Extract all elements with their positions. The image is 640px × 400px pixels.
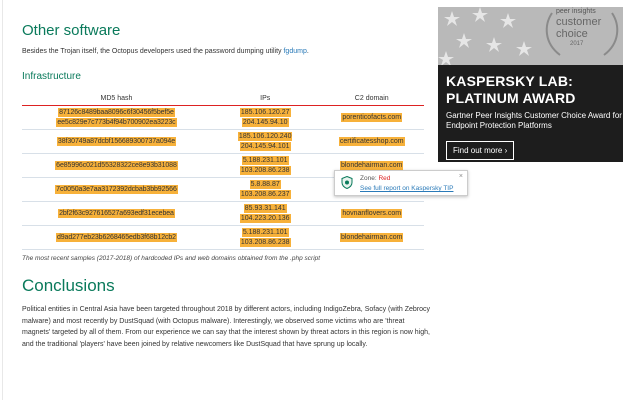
table-header-row [22,92,424,106]
c2-domain: hovnanflovers.com [342,210,402,217]
header-ips: IPs [211,92,320,106]
md5-cell [22,154,211,178]
domain-cell [319,106,424,130]
md5-hash: d9ad277eb23b6268465edb3f68b12cb2 [56,234,176,241]
md5-hash: 38f30749a87dcbf156689300737a094e [57,138,176,145]
banner-top-area [438,7,623,65]
zone-text: Zone: [360,175,379,182]
header-c2-domain: C2 domain [319,92,424,106]
peer-insights-label: peer insights [556,8,596,15]
find-out-more-button[interactable] [446,141,514,160]
fgdump-link[interactable]: fgdump [283,48,307,55]
ad-headline-2: PLATINUM AWARD [446,90,576,106]
ip-address: 85.93.31.141 [244,205,286,212]
conclusions-title: Conclusions [22,276,115,295]
ip-address: 5.188.231.101 [242,157,288,164]
shield-icon [341,176,353,189]
ip-address: 103.208.86.237 [240,191,290,198]
ip-address: 185.106.120.240 [238,133,292,140]
left-border [2,0,3,400]
section-title-other-software: Other software [22,22,121,39]
ips-cell [211,154,320,178]
intro-text: Besides the Trojan itself, the Octopus developers used the password dumping utility [22,48,284,55]
md5-cell [22,202,211,226]
md5-cell [22,226,211,250]
c2-domain: blondehairman.com [340,234,403,241]
ip-address: 104.223.20.136 [240,215,290,222]
award-year: 2017 [570,41,584,47]
md5-hash: 2bf2f63c927616527a693edf31ecebea [59,210,174,217]
customer-label: customer [556,16,602,28]
domain-cell [319,130,424,154]
ip-address: 204.145.94.10 [242,119,288,126]
ips-cell [211,202,320,226]
ip-address: 204.145.94.101 [240,143,290,150]
domain-cell [319,202,424,226]
cta-label: Find out more [453,146,503,155]
c2-domain: blondehairman.com [340,162,403,169]
md5-hash: 87126c8489baa8096c6f30456f5bef5e [59,109,174,116]
table-row [22,130,424,154]
ips-cell [211,130,320,154]
infrastructure-title: Infrastructure [22,71,81,82]
ips-cell [211,226,320,250]
c2-domain: porenticofacts.com [342,114,402,121]
kaspersky-award-banner[interactable] [438,7,623,162]
table-row [22,106,424,130]
c2-domain: certificatesshop.com [339,138,404,145]
ip-address: 5.188.231.101 [242,229,288,236]
ips-cell [211,106,320,130]
md5-cell [22,106,211,130]
domain-cell [319,226,424,250]
ad-headline-1: KASPERSKY LAB: [446,73,574,89]
table-row [22,226,424,250]
choice-label: choice [556,28,588,40]
chevron-right-icon: › [504,146,508,155]
md5-cell [22,178,211,202]
header-md5: MD5 hash [22,92,211,106]
ip-address: 185.106.120.27 [240,109,290,116]
table-caption: The most recent samples (2017-2018) of hardcoded IPs and web domains obtained from the .php script [22,255,321,262]
intro-paragraph [22,48,432,55]
ip-address: 103.208.86.238 [240,239,290,246]
kaspersky-tip-tooltip [334,170,468,196]
full-report-link[interactable]: See full report on Kaspersky TIP [360,185,454,192]
conclusions-paragraph: Political entities in Central Asia have been targeted throughout 2018 by different actors, including IndigoZebra, Sofacy (with Zebrocy malware) and most recently by DustSquad (with Octopus malware). Interestingly, we observed some victims who are 'threat magnets' targeted by all of them. From our experience we can say that the interest shown by threat actors in this region is now high, and the traditional 'players' have been joined by relative newcomers like DustSquad that have sprung up locally. [22,306,431,348]
zone-value: Red [378,175,391,182]
md5-hash: 6e85996c021d55328322ce8e93b31088 [56,162,177,169]
md5-cell [22,130,211,154]
ip-address: 5.8.88.87 [250,181,280,188]
close-icon[interactable]: × [458,173,463,180]
md5-hash: 7c0050a3e7aa3172392dcbab3bb92566 [56,186,177,193]
ip-address: 103.208.86.238 [240,167,290,174]
intro-end: . [306,48,309,55]
table-row [22,202,424,226]
stars-pattern-icon [438,7,538,65]
md5-hash: ee5c829e7c773b4f94b700902ea3223c [57,119,176,126]
zone-label [360,175,390,182]
ad-description: Gartner Peer Insights Customer Choice Award for Endpoint Protection Platforms [446,111,622,130]
ips-cell [211,178,320,202]
